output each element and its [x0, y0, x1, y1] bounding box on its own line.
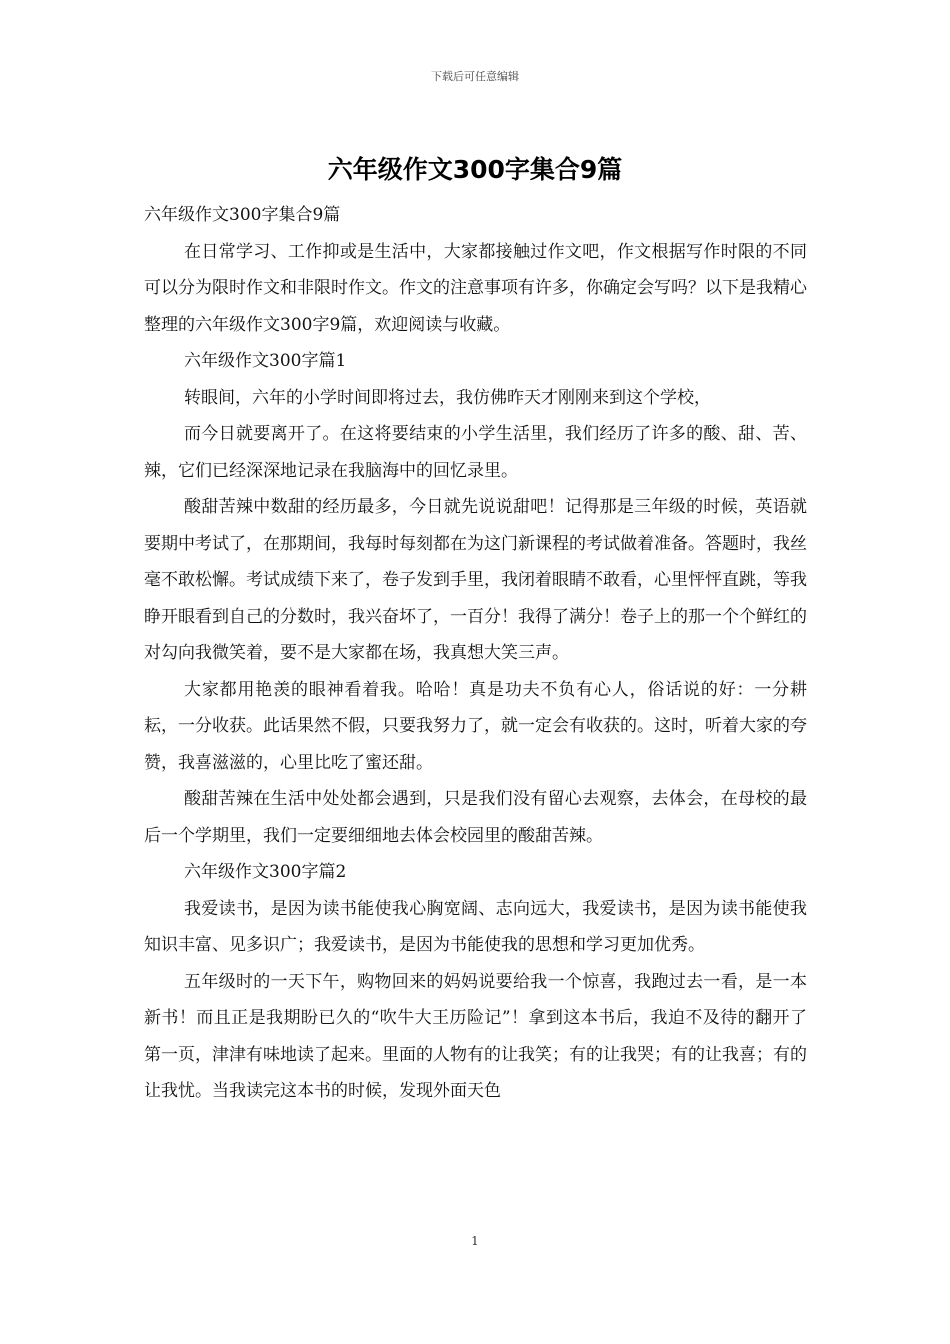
page-number: 1: [471, 1234, 479, 1248]
document-body: [144, 197, 807, 1110]
paragraph-subtitle: 六年级作文300字集合9篇: [144, 205, 341, 225]
section-heading-1: 六年级作文300字篇1: [184, 351, 347, 371]
paragraph: 转眼间，六年的小学时间即将过去，我仿佛昨天才刚刚来到这个学校，: [184, 387, 711, 408]
paragraph: 而今日就要离开了。在这将要结束的小学生活里，我们经历了许多的酸、甜、苦、辣，它们已经深深地记录在我脑海中的回忆录里。: [144, 424, 807, 481]
paragraph: 大家都用艳羡的眼神看着我。哈哈！真是功夫不负有心人，俗话说的好：一分耕耘，一分收获。此话果然不假，只要我努力了，就一定会有收获的。这时，听着大家的夸赞，我喜滋滋的，心里比吃了蜜还甜。: [144, 679, 807, 773]
paragraph: 酸甜苦辣中数甜的经历最多，今日就先说说甜吧！记得那是三年级的时候，英语就要期中考试了，在那期间，我每时每刻都在为这门新课程的考试做着准备。答题时，我丝毫不敢松懈。考试成绩下来了，卷子发到手里，我闭着眼睛不敢看，心里怦怦直跳，等我睁开眼看到自己的分数时，我兴奋坏了，一百分！我得了满分！卷子上的那一个个鲜红的对勾向我微笑着，要不是大家都在场，我真想大笑三声。: [144, 497, 807, 663]
paragraph: 酸甜苦辣在生活中处处都会遇到，只是我们没有留心去观察，去体会，在母校的最后一个学期里，我们一定要细细地去体会校园里的酸甜苦辣。: [144, 789, 807, 846]
document-title: 六年级作文300字集合9篇: [327, 155, 623, 184]
paragraph: 五年级时的一天下午，购物回来的妈妈说要给我一个惊喜，我跑过去一看，是一本新书！而且正是我期盼已久的“吹牛大王历险记”！拿到这本书后，我迫不及待的翻开了第一页，津津有味地读了起来。里面的人物有的让我笑；有的让我哭；有的让我喜；有的让我忧。当我读完这本书的时候，发现外面天色: [144, 971, 807, 1101]
section-heading-2: 六年级作文300字篇2: [184, 862, 347, 882]
header-note: 下载后可任意编辑: [431, 70, 519, 83]
paragraph-intro: 在日常学习、工作抑或是生活中，大家都接触过作文吧，作文根据写作时限的不同可以分为限时作文和非限时作文。作文的注意事项有许多，你确定会写吗？以下是我精心整理的六年级作文300字9篇，欢迎阅读与收藏。: [144, 241, 807, 335]
paragraph: 我爱读书，是因为读书能使我心胸宽阔、志向远大，我爱读书，是因为读书能使我知识丰富、见多识广；我爱读书，是因为书能使我的思想和学习更加优秀。: [144, 898, 807, 955]
